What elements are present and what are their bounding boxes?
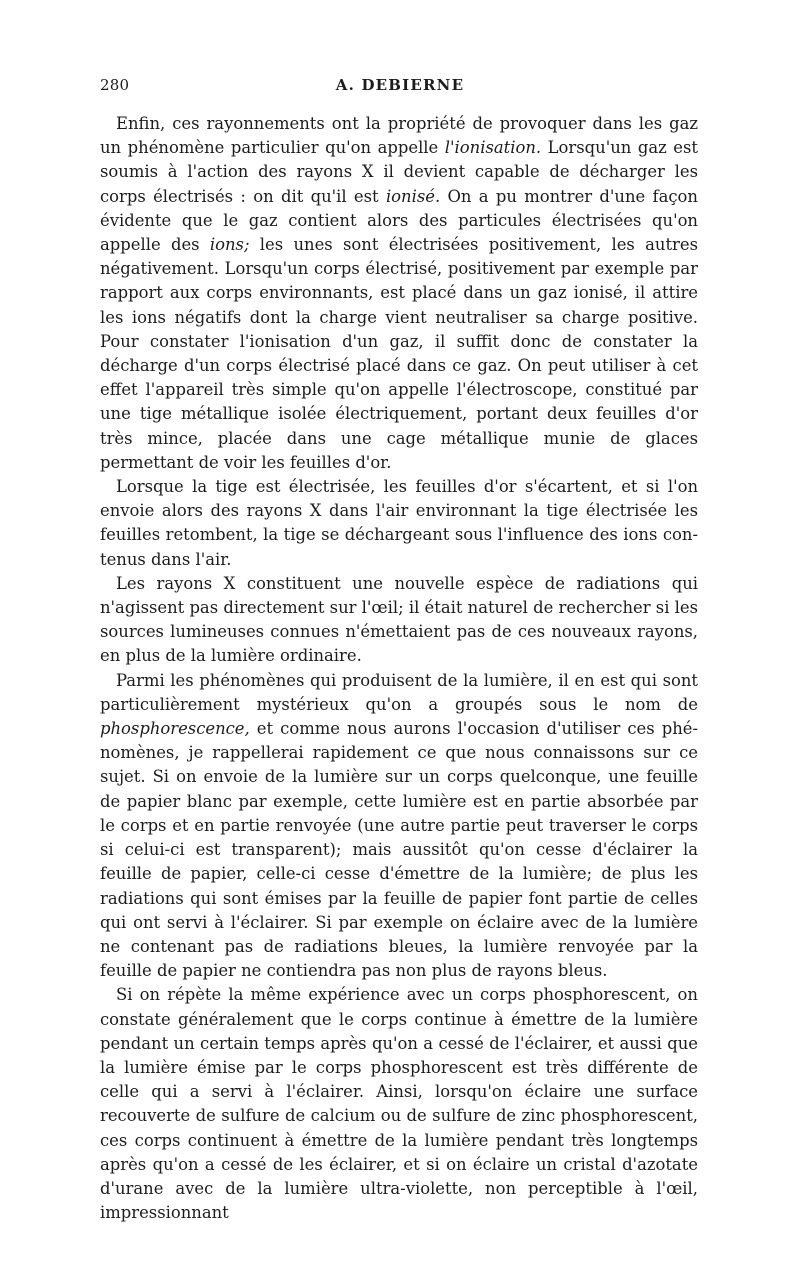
- paragraph-2: [100, 475, 698, 572]
- paragraph-1-segment-6: ions;: [209, 235, 250, 255]
- paragraph-1-segment-4: ionisé.: [385, 186, 441, 206]
- paragraph-4-segment-3: et comme nous aurons l'occasion d'utiliser ces phénomènes, je rappellerai rapidement ce que nous connaissons sur ce sujet. Si on envoie de la lumière sur un corps quelconque, une feuille de papier blanc par exemple, cette lumière est en partie absorbée par le corps et en partie renvoyée (une autre partie peut traverser le corps si celui-ci est transparent); mais aussitôt qu'on cesse d'éclairer la feuille de papier, celle-ci cesse d'émettre de la lumière; de plus les radiations qui sont émises par la feuille de papier font partie de celles qui ont servi à l'éclairer. Si par exemple on éclaire avec de la lumière ne contenant pas de radiations bleues, la lumière renvoyée par la feuille de papier ne contiendra pas non plus de rayons bleus.: [100, 719, 698, 981]
- paragraph-1-segment-2: l'ionisation.: [444, 138, 542, 158]
- paragraph-5-segment-1: Si on répète la même expérience avec un corps phosphorescent, on constate généralement que le corps continue à émettre de la lumière pendant un certain temps après qu'on a cessé de l'éclairer, et aussi que la lumière émise par le corps phosphorescent est très différente de celle qui a servi à l'éclairer. Ainsi, lorsqu'on éclaire une surface recouverte de sulfure de calcium ou de sulfure de zinc phosphorescent, ces corps continuent à émettre de la lumière pendant très longtemps après qu'on a cessé de les éclairer, et si on éclaire un cristal d'azotate d'urane avec de la lumière ultra-violette, non perceptible à l'œil, impressionnant: [100, 985, 698, 1223]
- paragraph-1-segment-3: Lorsqu'un gaz est soumis à l'action des rayons X il devient capable de décharger les corps électrisés : on dit qu'il est: [100, 138, 698, 206]
- paragraph-1-segment-1: Enfin, ces rayonnements ont la propriété de provoquer dans les gaz un phénomène particulier qu'on appelle: [100, 114, 698, 158]
- paragraph-4-segment-2: phosphorescence,: [100, 719, 250, 739]
- paragraph-3: [100, 572, 698, 669]
- page-header: [100, 76, 700, 100]
- paragraph-2-segment-1: Lorsque la tige est électrisée, les feuilles d'or s'écartent, et si l'on envoie alors des rayons X dans l'air environnant la tige électrisée les feuilles retombent, la tige se déchargeant sous l'influence des ions contenus dans l'air.: [100, 477, 698, 569]
- page-number: 280: [100, 76, 130, 94]
- body-text: [100, 112, 698, 1225]
- running-head: A. DEBIERNE: [335, 76, 465, 94]
- paragraph-5: [100, 983, 698, 1225]
- paragraph-1: [100, 112, 698, 475]
- paragraph-4-segment-1: Parmi les phénomènes qui produisent de la lumière, il en est qui sont particulièrement mystérieux qu'on a groupés sous le nom de: [100, 670, 698, 714]
- paragraph-4: [100, 669, 698, 984]
- paragraph-1-segment-7: les unes sont électrisées positivement, les autres négativement. Lorsqu'un corps électrisé, positivement par exemple par rapport aux corps environnants, est placé dans un gaz ionisé, il attire les ions négatifs dont la charge vient neutraliser sa charge positive. Pour constater l'ionisation d'un gaz, il suffit donc de constater la décharge d'un corps électrisé placé dans ce gaz. On peut utiliser à cet effet l'appareil très simple qu'on appelle l'électroscope, constitué par une tige métallique isolée électriquement, portant deux feuilles d'or très mince, placée dans une cage métallique munie de glaces permettant de voir les feuilles d'or.: [100, 235, 698, 472]
- paragraph-3-segment-1: Les rayons X constituent une nouvelle espèce de radiations qui n'agissent pas directement sur l'œil; il était naturel de rechercher si les sources lumineuses connues n'émettaient pas de ces nouveaux rayons, en plus de la lumière ordinaire.: [100, 573, 699, 666]
- paragraph-1-segment-5: On a pu montrer d'une façon évidente que le gaz contient alors des particules électrisées qu'on appelle des: [100, 186, 698, 255]
